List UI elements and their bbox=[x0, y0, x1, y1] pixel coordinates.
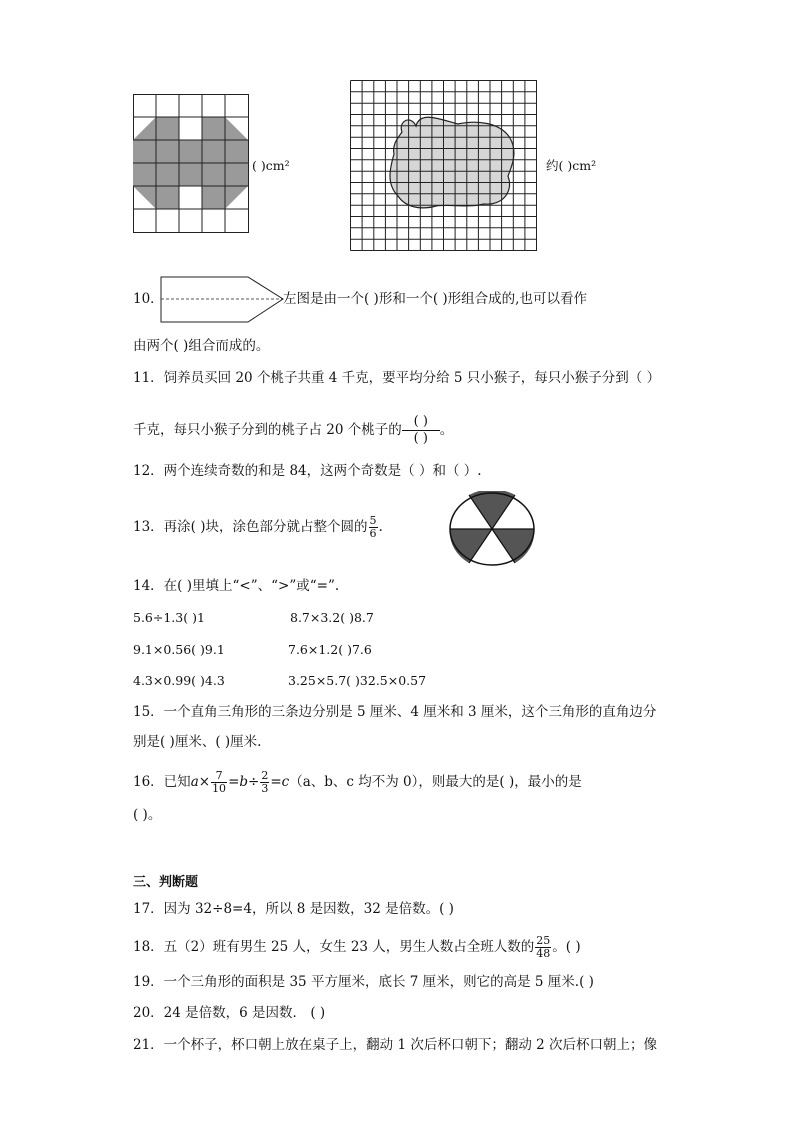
fig2-answer: 约( )cm² bbox=[546, 158, 597, 173]
q16-prefix: 16．已知 bbox=[133, 774, 191, 790]
q10-text: 左图是由一个( )形和一个( )形组合成的,也可以看作 bbox=[283, 291, 587, 307]
q15-line1: 15．一个直角三角形的三条边分别是 5 厘米、4 厘米和 3 厘米，这个三角形的直角边分 bbox=[133, 704, 657, 720]
q16-eq2: = bbox=[270, 774, 282, 790]
q11-frac-den: ( ) bbox=[413, 431, 428, 446]
q11-fraction bbox=[402, 414, 440, 447]
q18-frac-num: 25 bbox=[536, 934, 551, 947]
q16-eq1: = bbox=[228, 774, 240, 790]
q18-fraction bbox=[535, 935, 551, 960]
q10-number: 10． bbox=[133, 291, 164, 307]
q13-frac-num: 5 bbox=[369, 514, 377, 527]
q18-end: 。( ) bbox=[552, 939, 581, 955]
circle-sixths-figure bbox=[448, 491, 536, 567]
q13-frac-den: 6 bbox=[369, 527, 377, 540]
q11-line1: 11．饲养员买回 20 个桃子共重 4 千克，要平均分给 5 只小猴子，每只小猴子分到（ ） bbox=[133, 370, 661, 386]
grid-figure-irregular-shape bbox=[350, 80, 538, 252]
q13-end: . bbox=[378, 519, 383, 535]
q20-text: 20．24 是倍数，6 是因数． ( ) bbox=[133, 1005, 326, 1021]
q16-var-c: c bbox=[281, 774, 290, 790]
q21-text: 21．一个杯子，杯口朝上放在桌子上，翻动 1 次后杯口朝下；翻动 2 次后杯口朝上；像 bbox=[133, 1037, 658, 1053]
q16-fraction2 bbox=[260, 770, 269, 795]
grid-figure-octagon bbox=[133, 94, 253, 234]
q11-line2-text: 千克，每只小猴子分到的桃子占 20 个桃子的 bbox=[133, 422, 402, 438]
q11-line2 bbox=[133, 414, 453, 447]
q18-text: 18．五（2）班有男生 25 人，女生 23 人，男生人数占全班人数的 bbox=[133, 939, 535, 955]
q14-row1-left: 5.6÷1.3( )1 bbox=[133, 610, 205, 625]
q16-var-a: a bbox=[190, 774, 199, 790]
q11-end: 。 bbox=[439, 422, 454, 438]
q16-line2: ( )。 bbox=[133, 807, 162, 823]
q16-times: × bbox=[198, 774, 211, 790]
q14-row3-left: 4.3×0.99( )4.3 bbox=[133, 673, 225, 688]
q16-f2-den: 3 bbox=[261, 782, 269, 795]
q16-var-b: b bbox=[239, 774, 249, 790]
q16-f1-num: 7 bbox=[211, 770, 227, 783]
q18-frac-den: 48 bbox=[536, 947, 551, 960]
q14-text: 14．在( )里填上“<”、“>”或“=”. bbox=[133, 578, 340, 594]
q14-row1-right: 8.7×3.2( )8.7 bbox=[290, 610, 374, 625]
q16-line1 bbox=[133, 770, 582, 795]
q15-line2: 别是( )厘米、( )厘米. bbox=[133, 734, 262, 750]
fig1-answer: ( )cm² bbox=[252, 158, 290, 173]
q11-frac-num: ( ) bbox=[402, 414, 440, 431]
q19-text: 19．一个三角形的面积是 35 平方厘米，底长 7 厘米，则它的高是 5 厘米.( ) bbox=[133, 974, 594, 990]
q13-text: 13．再涂( )块，涂色部分就占整个圆的 bbox=[133, 519, 368, 535]
q16-div: ÷ bbox=[248, 774, 260, 790]
q14-row3-right: 3.25×5.7( )32.5×0.57 bbox=[288, 673, 427, 688]
section-title-judgment: 三、判断题 bbox=[133, 875, 199, 890]
q16-fraction1 bbox=[211, 770, 227, 795]
q10-line2: 由两个( )组合而成的。 bbox=[133, 338, 270, 354]
q18-line bbox=[133, 935, 581, 960]
q16-f2-num: 2 bbox=[261, 769, 269, 782]
q14-row2-left: 9.1×0.56( )9.1 bbox=[133, 642, 225, 657]
pentagon-figure bbox=[160, 276, 286, 324]
q12-text: 12．两个连续奇数的和是 84，这两个奇数是（ ）和（ ）. bbox=[133, 463, 482, 479]
q14-row2-right: 7.6×1.2( )7.6 bbox=[288, 642, 372, 657]
q16-f1-den: 10 bbox=[212, 782, 227, 795]
q16-suffix: （a、b、c 均不为 0），则最大的是( )，最小的是 bbox=[289, 774, 582, 790]
q13-fraction bbox=[369, 515, 378, 540]
q13-line bbox=[133, 515, 383, 540]
q17-text: 17．因为 32÷8=4，所以 8 是因数，32 是倍数。( ) bbox=[133, 901, 454, 917]
